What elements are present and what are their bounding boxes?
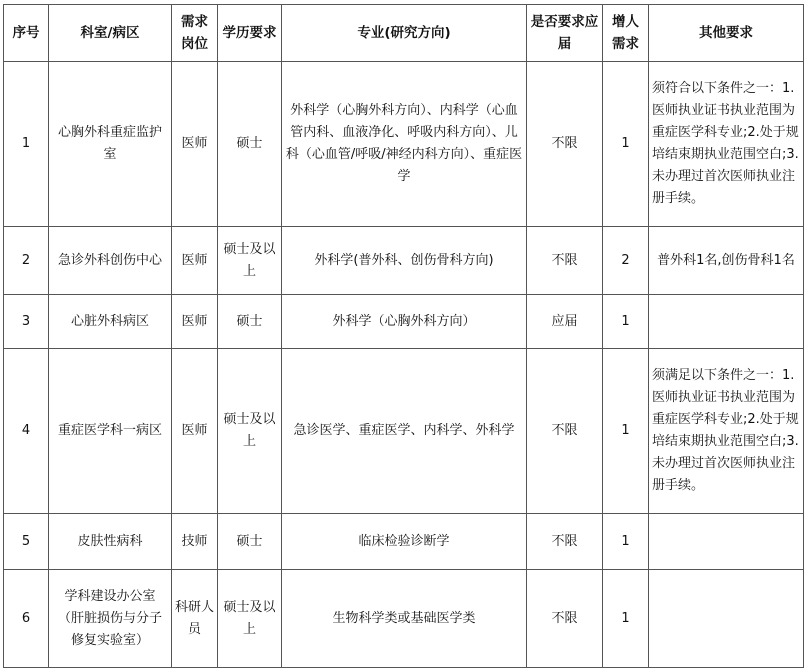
header-dept: 科室/病区: [49, 5, 172, 62]
cell-count: 1: [603, 62, 649, 227]
cell-other: [649, 570, 804, 668]
cell-fresh: 不限: [527, 349, 603, 514]
cell-count: 1: [603, 570, 649, 668]
cell-seq: 1: [4, 62, 49, 227]
cell-other: [649, 295, 804, 349]
cell-count: 1: [603, 349, 649, 514]
cell-fresh: 应届: [527, 295, 603, 349]
table-row: [4, 349, 804, 514]
header-major: 专业(研究方向): [282, 5, 527, 62]
cell-seq: 5: [4, 514, 49, 570]
cell-other: 须满足以下条件之一：1.医师执业证书执业范围为重症医学科专业;2.处于规培结束期执业范围空白;3.未办理过首次医师执业注册手续。: [649, 349, 804, 514]
table-header-row: [4, 5, 804, 62]
cell-dept: 皮肤性病科: [49, 514, 172, 570]
cell-post: 技师: [172, 514, 218, 570]
cell-seq: 6: [4, 570, 49, 668]
header-degree: 学历要求: [218, 5, 282, 62]
cell-major: 急诊医学、重症医学、内科学、外科学: [282, 349, 527, 514]
cell-dept: 学科建设办公室（肝脏损伤与分子修复实验室）: [49, 570, 172, 668]
cell-dept: 心胸外科重症监护室: [49, 62, 172, 227]
header-fresh: 是否要求应届: [527, 5, 603, 62]
cell-fresh: 不限: [527, 227, 603, 295]
table-row: [4, 570, 804, 668]
cell-major: 临床检验诊断学: [282, 514, 527, 570]
table-row: [4, 514, 804, 570]
cell-seq: 4: [4, 349, 49, 514]
cell-degree: 硕士: [218, 514, 282, 570]
cell-other: 普外科1名,创伤骨科1名: [649, 227, 804, 295]
header-count: 增人需求: [603, 5, 649, 62]
cell-dept: 心脏外科病区: [49, 295, 172, 349]
cell-degree: 硕士及以上: [218, 349, 282, 514]
cell-fresh: 不限: [527, 570, 603, 668]
cell-major: 外科学(普外科、创伤骨科方向): [282, 227, 527, 295]
cell-count: 2: [603, 227, 649, 295]
cell-post: 医师: [172, 227, 218, 295]
cell-major: 外科学（心胸外科方向）: [282, 295, 527, 349]
cell-degree: 硕士及以上: [218, 570, 282, 668]
table-row: [4, 62, 804, 227]
cell-degree: 硕士: [218, 295, 282, 349]
cell-dept: 重症医学科一病区: [49, 349, 172, 514]
cell-post: 医师: [172, 349, 218, 514]
cell-count: 1: [603, 514, 649, 570]
cell-count: 1: [603, 295, 649, 349]
cell-other: 须符合以下条件之一：1.医师执业证书执业范围为重症医学科专业;2.处于规培结束期执业范围空白;3.未办理过首次医师执业注册手续。: [649, 62, 804, 227]
cell-post: 医师: [172, 295, 218, 349]
cell-degree: 硕士及以上: [218, 227, 282, 295]
header-post: 需求岗位: [172, 5, 218, 62]
cell-fresh: 不限: [527, 62, 603, 227]
header-seq: 序号: [4, 5, 49, 62]
cell-post: 科研人员: [172, 570, 218, 668]
header-other: 其他要求: [649, 5, 804, 62]
cell-seq: 3: [4, 295, 49, 349]
cell-major: 外科学（心胸外科方向）、内科学（心血管内科、血液净化、呼吸内科方向）、儿科（心血管/呼吸/神经内科方向）、重症医学: [282, 62, 527, 227]
cell-dept: 急诊外科创伤中心: [49, 227, 172, 295]
cell-fresh: 不限: [527, 514, 603, 570]
cell-seq: 2: [4, 227, 49, 295]
cell-major: 生物科学类或基础医学类: [282, 570, 527, 668]
cell-other: [649, 514, 804, 570]
cell-post: 医师: [172, 62, 218, 227]
table-row: [4, 295, 804, 349]
cell-degree: 硕士: [218, 62, 282, 227]
recruitment-table: [3, 4, 804, 668]
table-row: [4, 227, 804, 295]
